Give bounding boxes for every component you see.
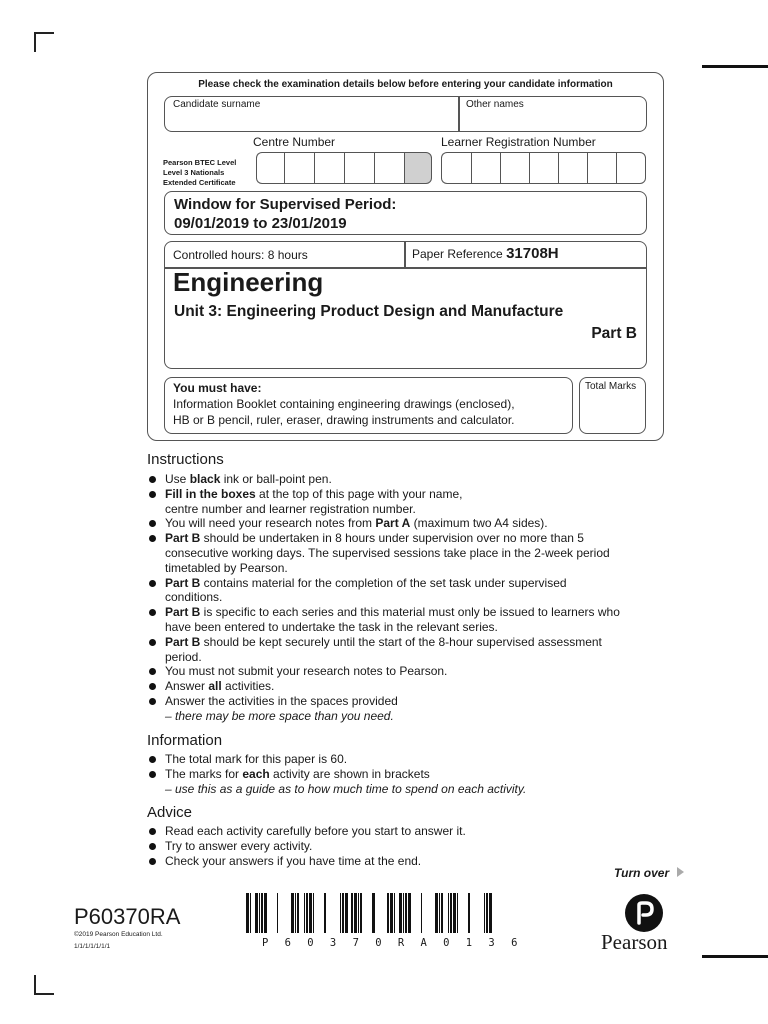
subject-title: Engineering xyxy=(173,267,324,297)
instructions-list xyxy=(148,472,638,724)
list-emphasis: each xyxy=(242,766,270,781)
list-emphasis: all xyxy=(208,679,222,694)
list-emphasis: Part A xyxy=(375,516,411,531)
learner-number-cell[interactable] xyxy=(529,152,558,184)
name-divider xyxy=(458,97,460,131)
paper-header-vdivider xyxy=(404,242,406,268)
learner-number-cell[interactable] xyxy=(471,152,500,184)
list-emphasis: Part B xyxy=(165,575,201,590)
list-text: Try to answer every activity. xyxy=(165,838,313,853)
must-have-title: You must have: xyxy=(173,381,262,395)
list-text: Check your answers if you have time at the end. xyxy=(165,853,422,868)
list-item xyxy=(148,752,638,767)
edge-rule-top xyxy=(702,65,768,68)
list-text: – use this as a guide as to how much time to spend on each activity. xyxy=(165,781,527,796)
list-item xyxy=(148,605,638,620)
instructions-heading: Instructions xyxy=(147,451,224,468)
list-item xyxy=(148,767,638,782)
pearson-brand: Pearson xyxy=(601,930,668,954)
list-text: You will need your research notes from xyxy=(165,516,376,531)
list-emphasis: black xyxy=(189,472,221,486)
list-text: Read each activity carefully before you start to answer it. xyxy=(165,824,466,838)
list-item xyxy=(148,782,638,797)
learner-number-cell[interactable] xyxy=(558,152,587,184)
list-emphasis: Fill in the boxes xyxy=(165,486,256,501)
list-text: Answer the activities in the spaces provided xyxy=(165,693,398,708)
window-line-2: 09/01/2019 to 23/01/2019 xyxy=(174,215,347,232)
pearson-logo-icon xyxy=(624,893,664,933)
advice-heading: Advice xyxy=(147,804,193,821)
list-emphasis: Part B xyxy=(165,634,201,649)
centre-number-cell[interactable] xyxy=(284,152,314,184)
list-text: at the top of this page with your name, xyxy=(255,486,463,501)
list-text: You must not submit your research notes to Pearson. xyxy=(165,664,448,679)
list-item xyxy=(148,679,638,694)
list-text: activities. xyxy=(221,679,275,694)
list-item xyxy=(148,620,638,635)
learner-number-cell[interactable] xyxy=(616,152,646,184)
qualification-label xyxy=(163,158,236,188)
list-text: timetabled by Pearson. xyxy=(165,560,288,575)
copyright: ©2019 Pearson Education Ltd. xyxy=(74,931,163,938)
list-item xyxy=(148,839,638,854)
list-text: is specific to each series and this material must only be issued to learners who xyxy=(200,605,620,620)
turn-over-label: Turn over xyxy=(614,866,670,880)
exam-notice: Please check the examination details below before entering your candidate information xyxy=(198,79,613,90)
list-item xyxy=(148,650,638,665)
controlled-hours: Controlled hours: 8 hours xyxy=(173,248,308,262)
paper-reference-label: Paper Reference xyxy=(412,247,503,261)
paper-reference xyxy=(412,245,559,262)
learner-number-cell[interactable] xyxy=(587,152,616,184)
list-item xyxy=(148,824,638,839)
list-item xyxy=(148,472,638,487)
paper-reference-code: 31708H xyxy=(506,245,559,262)
list-text: Use xyxy=(165,472,190,486)
window-line-1: Window for Supervised Period: xyxy=(174,196,397,213)
list-item xyxy=(148,561,638,576)
list-item xyxy=(148,531,638,546)
must-have-line-1: Information Booklet containing engineering drawings (enclosed), xyxy=(173,397,515,411)
centre-number-boxes[interactable] xyxy=(256,152,432,184)
list-emphasis: Part B xyxy=(165,531,201,546)
list-item xyxy=(148,590,638,605)
list-text: (maximum two A4 sides). xyxy=(410,516,548,531)
centre-number-cell[interactable] xyxy=(344,152,374,184)
list-text: activity are shown in brackets xyxy=(269,766,430,781)
candidate-surname-label: Candidate surname xyxy=(173,99,261,110)
advice-list xyxy=(148,824,638,868)
total-marks-label: Total Marks xyxy=(585,381,637,392)
learner-number-cell[interactable] xyxy=(441,152,471,184)
information-heading: Information xyxy=(147,732,223,749)
arrow-right-icon xyxy=(677,867,684,877)
list-text: The marks for xyxy=(165,766,243,781)
learner-number-cell[interactable] xyxy=(500,152,529,184)
list-text: ink or ball-point pen. xyxy=(220,472,332,486)
part-title: Part B xyxy=(591,325,637,342)
edge-rule-bottom xyxy=(702,955,768,958)
centre-number-cell[interactable] xyxy=(374,152,404,184)
list-emphasis: Part B xyxy=(165,605,201,620)
list-item xyxy=(148,854,638,869)
qualification-line-2: Level 3 Nationals xyxy=(163,168,225,177)
list-text: Answer xyxy=(165,679,209,694)
qualification-line-1: Pearson BTEC Level xyxy=(163,158,237,167)
list-item xyxy=(148,664,638,679)
learner-registration-label: Learner Registration Number xyxy=(441,135,596,149)
list-item xyxy=(148,576,638,591)
crop-mark-bottom-left xyxy=(34,975,54,995)
centre-number-cell[interactable] xyxy=(314,152,344,184)
list-text: conditions. xyxy=(165,590,223,605)
list-text: centre number and learner registration number. xyxy=(165,501,416,516)
must-have-line-2: HB or B pencil, ruler, eraser, drawing instruments and calculator. xyxy=(173,413,515,427)
list-item xyxy=(148,709,638,724)
list-text: – there may be more space than you need. xyxy=(165,708,394,723)
list-item xyxy=(148,694,638,709)
centre-number-cell-shaded xyxy=(404,152,432,184)
list-item xyxy=(148,546,638,561)
barcode-icon xyxy=(244,893,494,937)
must-have-text xyxy=(173,380,515,428)
list-text: The total mark for this paper is 60. xyxy=(165,752,348,766)
list-text: period. xyxy=(165,649,202,664)
qualification-line-3: Extended Certificate xyxy=(163,178,236,187)
centre-number-cell[interactable] xyxy=(256,152,284,184)
centre-number-label: Centre Number xyxy=(253,135,336,149)
list-text: contains material for the completion of the set task under supervised xyxy=(200,575,567,590)
window-period-text xyxy=(174,195,396,233)
unit-title: Unit 3: Engineering Product Design and Manufacture xyxy=(174,303,564,320)
barcode-text: P 6 0 3 7 0 R A 0 1 3 6 xyxy=(262,937,523,949)
turn-over[interactable] xyxy=(614,866,684,880)
list-text: consecutive working days. The supervised sessions take place in the 2-week period xyxy=(165,545,610,560)
list-item xyxy=(148,502,638,517)
crop-mark-top-left xyxy=(34,32,54,52)
paper-code: P60370RA xyxy=(74,904,181,929)
learner-registration-boxes[interactable] xyxy=(441,152,646,184)
series-code: 1/1/1/1/1/1/1 xyxy=(74,943,111,950)
information-list xyxy=(148,752,638,796)
other-names-label: Other names xyxy=(466,99,524,110)
list-text: should be kept securely until the start of the 8-hour supervised assessment xyxy=(200,634,602,649)
list-text: should be undertaken in 8 hours under supervision over no more than 5 xyxy=(200,531,584,546)
list-item xyxy=(148,635,638,650)
list-item xyxy=(148,487,638,502)
list-text: have been entered to undertake the task in the relevant series. xyxy=(165,619,498,634)
list-item xyxy=(148,516,638,531)
